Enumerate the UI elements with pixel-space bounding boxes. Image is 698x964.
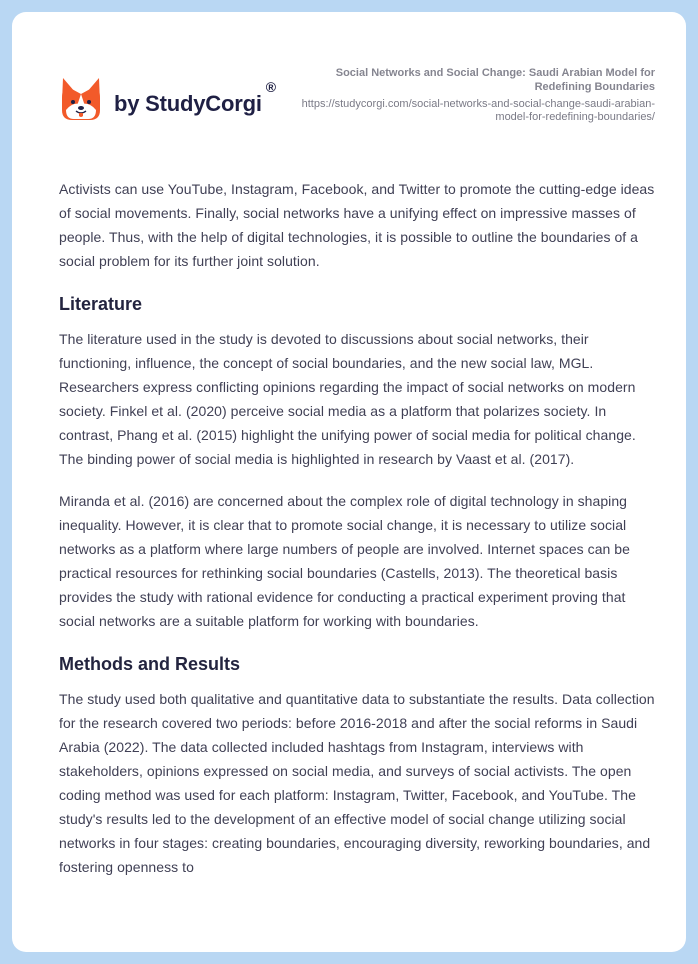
corgi-icon [60, 76, 102, 122]
section-heading-methods-results: Methods and Results [59, 654, 241, 674]
source-title: Social Networks and Social Change: Saudi Arabian Model for Redefining Boundaries [335, 67, 655, 93]
document-page [12, 12, 686, 952]
registered-mark: ® [265, 79, 277, 95]
article-body [59, 177, 659, 897]
literature-paragraph-2: Miranda et al. (2016) are concerned about the complex role of digital technology in shaping inequality. However, it is clear that to promote social change, it is necessary to utilize social networks as a platform where large numbers of people are involved. Internet spaces can be practical resources for rethinking social boundaries (Castells, 2013). The theoretical basis provides the study with rational evidence for conducting a practical experiment proving that social networks are a suitable platform for working with boundaries. [59, 493, 630, 629]
brand-name: by StudyCorgi [114, 91, 262, 116]
page-header [12, 12, 686, 162]
studycorgi-logo[interactable] [60, 76, 276, 122]
source-url[interactable]: https://studycorgi.com/social-networks-and-social-change-saudi-arabian-model-for-redefining-boundaries/ [301, 98, 655, 123]
literature-paragraph-1: The literature used in the study is devoted to discussions about social networks, their functioning, influence, the concept of social boundaries, and the new social law, MGL. Researchers express conflicting opinions regarding the impact of social networks on modern society. Finkel et al. (2020) perceive social media as a platform that polarizes society. In contrast, Phang et al. (2015) highlight the unifying power of social media for political change. The binding power of social media is highlighted in research by Vaast et al. (2017). [59, 331, 636, 467]
intro-paragraph: Activists can use YouTube, Instagram, Facebook, and Twitter to promote the cutting-edge ideas of social movements. Finally, social networks have a unifying effect on impressive masses of people. Thus, with the help of digital technologies, it is possible to outline the boundaries of a social problem for its further joint solution. [59, 181, 655, 269]
source-citation [295, 66, 655, 124]
methods-paragraph-1: The study used both qualitative and quantitative data to substantiate the results. Data collection for the research covered two periods: before 2016-2018 and after the social reforms in Saudi Arabia (2022). The data collected included hashtags from Instagram, interviews with stakeholders, opinions expressed on social media, and surveys of social activists. The open coding method was used for each platform: Instagram, Twitter, Facebook, and YouTube. The study's results led to the development of an effective model of social change utilizing social networks in four stages: creating boundaries, encouraging diversity, reworking boundaries, and fostering openness to [59, 691, 655, 875]
section-heading-literature: Literature [59, 294, 143, 314]
